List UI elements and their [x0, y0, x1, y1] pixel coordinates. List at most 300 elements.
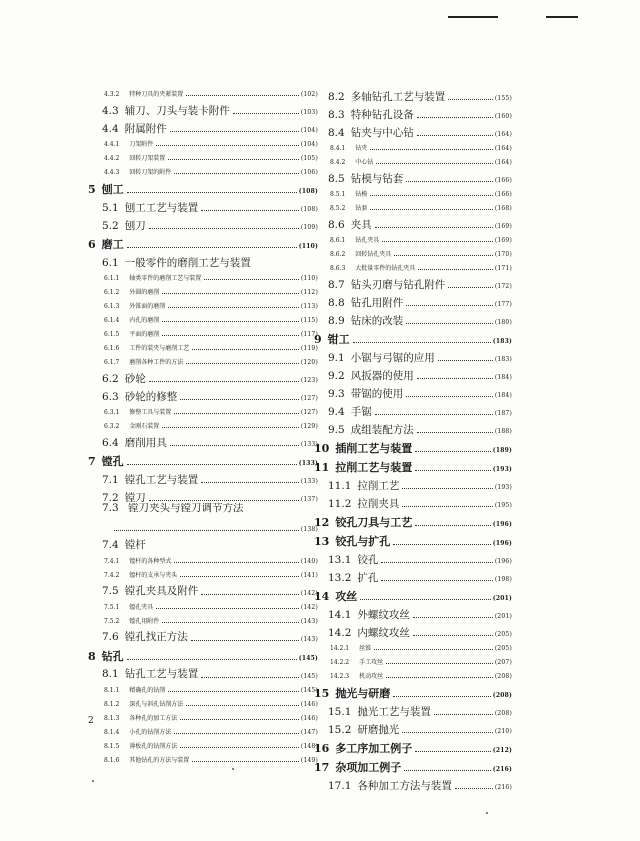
toc-entry	[312, 272, 512, 290]
entry-page: (106)	[300, 169, 318, 176]
entry-number: 6.1.5	[104, 331, 120, 338]
entry-number: 8.8	[328, 296, 345, 308]
toc-left-column	[86, 84, 318, 764]
entry-page: (188)	[494, 428, 512, 435]
entry-page: (129)	[300, 423, 318, 430]
entry-page: (109)	[300, 224, 318, 231]
dot-leader	[180, 718, 299, 720]
entry-title: 金刚石装置	[129, 423, 160, 430]
entry-title: 薄板孔的钻削方法	[129, 742, 178, 750]
dot-leader	[162, 621, 299, 623]
entry-page: (196)	[494, 558, 512, 565]
dot-leader	[417, 431, 493, 433]
entry-number: 14.2	[328, 626, 352, 638]
entry-number: 6.3.1	[104, 409, 120, 416]
entry-title: 镗孔找正方法	[124, 631, 188, 643]
entry-page: (183)	[494, 356, 512, 363]
entry-number: 10	[314, 442, 330, 454]
entry-number: 7.2	[102, 491, 119, 503]
entry-number: 8.1.3	[104, 714, 120, 722]
entry-page: (201)	[494, 613, 512, 620]
entry-number: 11.1	[328, 479, 352, 491]
dot-leader	[127, 463, 297, 465]
entry-number: 6	[88, 238, 96, 250]
entry-number: 7.4	[102, 539, 119, 551]
toc-entry	[312, 198, 512, 212]
entry-title: 手工攻丝	[359, 659, 384, 666]
entry-number: 7	[88, 455, 96, 467]
dot-leader	[149, 227, 299, 229]
entry-page: (166)	[494, 177, 512, 184]
toc-entry	[86, 231, 318, 250]
toc-entry	[312, 680, 512, 699]
entry-title: 深孔与斜孔钻削方法	[129, 700, 184, 708]
entry-title: 磨削用具	[124, 436, 167, 448]
dot-leader	[168, 306, 299, 308]
entry-page: (171)	[494, 265, 512, 272]
entry-title: 带锯的使用	[350, 387, 404, 399]
toc-entry	[312, 699, 512, 717]
toc-entry	[86, 195, 318, 213]
entry-title: 镗孔工艺与装置	[124, 473, 199, 485]
entry-number: 4.4	[102, 122, 119, 134]
toc-entry	[312, 244, 512, 258]
dot-leader	[393, 695, 490, 697]
entry-title: 杂项加工例子	[335, 761, 402, 773]
entry-page: (216)	[492, 766, 512, 773]
entry-title: 插削工艺与装置	[335, 442, 413, 454]
scan-speck	[486, 812, 488, 814]
entry-page: (127)	[300, 409, 318, 416]
entry-page: (142)	[300, 589, 318, 597]
entry-number: 5.2	[102, 219, 119, 231]
entry-number: 6.1.3	[104, 303, 120, 310]
toc-entry	[312, 638, 512, 652]
toc-entry	[86, 694, 318, 708]
entry-page: (205)	[494, 631, 512, 638]
dot-leader	[192, 760, 299, 762]
toc-entry	[86, 324, 318, 338]
entry-number: 9	[314, 333, 322, 345]
entry-title: 回转钻孔夹具	[355, 251, 392, 258]
entry-page: (166)	[494, 191, 512, 198]
entry-number: 8.5.1	[330, 191, 346, 198]
entry-page: (142)	[300, 603, 318, 611]
entry-page: (145)	[298, 654, 318, 662]
entry-page: (180)	[494, 319, 512, 326]
toc-entry	[312, 547, 512, 565]
entry-number: 13.2	[328, 571, 352, 583]
entry-number: 14.1	[328, 608, 352, 620]
toc-entry	[312, 717, 512, 735]
entry-number: 4.4.2	[104, 155, 120, 162]
entry-number: 14	[314, 590, 330, 602]
dot-leader	[415, 750, 490, 752]
toc-entry	[86, 611, 318, 625]
entry-page: (141)	[300, 571, 318, 579]
entry-title: 镗孔夹具	[129, 603, 154, 611]
entry-page: (108)	[298, 188, 318, 195]
entry-title: 钻模与钻套	[350, 172, 404, 184]
entry-page: (164)	[494, 145, 512, 152]
entry-title: 抛光与研磨	[335, 687, 391, 699]
dot-leader	[186, 94, 299, 96]
entry-page: (184)	[494, 392, 512, 399]
entry-title: 铰孔与扩孔	[335, 535, 391, 547]
dot-leader	[149, 380, 299, 382]
toc-entry	[86, 250, 318, 268]
toc-entry	[86, 565, 318, 579]
entry-page: (119)	[300, 345, 318, 352]
entry-number: 12	[314, 516, 330, 528]
dot-leader	[233, 112, 299, 114]
entry-page: (187)	[494, 410, 512, 417]
entry-page: (216)	[494, 784, 512, 791]
toc-entry	[312, 258, 512, 272]
entry-title: 刨工	[101, 183, 124, 195]
entry-page: (133)	[300, 441, 318, 448]
entry-number: 4.3	[102, 104, 119, 116]
entry-title: 机动攻丝	[359, 673, 384, 680]
entry-number: 8.1.6	[104, 756, 120, 764]
entry-title: 内螺纹攻丝	[357, 626, 410, 638]
header-rule-right	[546, 16, 578, 18]
entry-number: 6.1.1	[104, 275, 120, 282]
entry-number: 8.6	[328, 218, 345, 230]
entry-page: (196)	[492, 521, 512, 528]
dot-leader	[186, 362, 299, 364]
entry-title: 刨刀	[124, 219, 146, 231]
entry-title: 钻夹	[355, 145, 368, 152]
toc-entry	[312, 138, 512, 152]
entry-number: 9.5	[328, 423, 345, 435]
entry-title: 钻孔工艺与装置	[124, 668, 199, 680]
toc-entry	[312, 666, 512, 680]
toc-entry	[86, 643, 318, 662]
entry-page: (177)	[494, 301, 512, 308]
toc-entry	[86, 722, 318, 736]
entry-page: (127)	[300, 395, 318, 402]
dot-leader	[180, 575, 299, 577]
dot-leader	[170, 130, 299, 132]
dot-leader	[406, 395, 493, 397]
dot-leader	[406, 322, 493, 324]
entry-number: 9.2	[328, 369, 345, 381]
entry-number: 7.5	[102, 585, 119, 597]
dot-leader	[438, 359, 493, 361]
entry-title: 钻孔夹具	[355, 237, 380, 244]
entry-number: 8.3	[328, 108, 345, 120]
entry-title: 刨工工艺与装置	[124, 201, 199, 213]
toc-entry	[312, 308, 512, 326]
toc-entry	[86, 384, 318, 402]
entry-title: 拉削工艺与装置	[335, 461, 413, 473]
entry-page: (208)	[494, 673, 512, 680]
entry-page: (140)	[300, 557, 318, 565]
toc-entry	[86, 213, 318, 231]
entry-title: 丝锥	[359, 645, 372, 652]
entry-page: (143)	[300, 617, 318, 625]
entry-number: 4.3.2	[104, 91, 120, 98]
toc-entry	[86, 134, 318, 148]
entry-number: 5.1	[102, 201, 119, 213]
entry-page: (195)	[494, 502, 512, 509]
toc-entry	[86, 662, 318, 680]
entry-title: 外锥面的磨削	[129, 303, 166, 310]
dot-leader	[174, 732, 299, 734]
dot-leader	[417, 134, 493, 136]
entry-title: 镗杆	[124, 539, 146, 551]
entry-page: (123)	[300, 377, 318, 384]
dot-leader	[448, 286, 493, 288]
dot-leader	[417, 377, 493, 379]
entry-title: 铰孔刀具与工艺	[335, 516, 413, 528]
entry-number: 6.1.2	[104, 289, 120, 296]
dot-leader	[417, 116, 493, 118]
entry-number: 8.4.1	[330, 145, 346, 152]
entry-page: (189)	[492, 447, 512, 454]
toc-entry	[86, 448, 318, 467]
toc-entry	[312, 326, 512, 345]
entry-page: (198)	[494, 576, 512, 583]
entry-title: 扩孔	[357, 571, 379, 583]
toc-entry	[86, 176, 318, 195]
header-rule-left	[448, 16, 498, 18]
entry-title: 中心钻	[355, 159, 374, 166]
entry-page: (208)	[494, 710, 512, 717]
entry-page: (110)	[300, 275, 318, 282]
entry-title: 多轴钻孔工艺与装置	[350, 90, 446, 102]
entry-title: 磨工	[101, 238, 124, 250]
entry-number: 8.2	[328, 90, 345, 102]
entry-title: 各种加工方法与装置	[357, 779, 452, 791]
entry-number: 6.4	[102, 436, 119, 448]
entry-title: 镗孔	[101, 455, 124, 467]
toc-entry	[86, 98, 318, 116]
entry-page: (108)	[300, 206, 318, 213]
dot-leader	[114, 529, 299, 531]
entry-page: (105)	[300, 155, 318, 162]
entry-title: 小孔的钻削方法	[129, 728, 172, 736]
entry-title: 钻头刃磨与钻孔附件	[350, 278, 446, 290]
entry-title: 镗杆的各种型式	[129, 557, 172, 565]
dot-leader	[127, 191, 297, 193]
dot-leader	[434, 713, 493, 715]
entry-page: (133)	[298, 460, 318, 467]
entry-number: 15	[314, 687, 330, 699]
toc-entry	[86, 84, 318, 98]
entry-title: 成组装配方法	[350, 423, 414, 435]
toc-entry	[86, 750, 318, 764]
entry-title: 精确孔的钻削	[129, 686, 166, 694]
entry-number: 8.6.2	[330, 251, 346, 258]
entry-title: 拉削工艺	[357, 479, 400, 491]
toc-entry	[86, 430, 318, 448]
toc-entry	[312, 509, 512, 528]
dot-leader	[370, 148, 493, 150]
toc-entry	[312, 528, 512, 547]
entry-number: 8.5.2	[330, 205, 346, 212]
entry-title: 研磨抛光	[357, 723, 400, 735]
dot-leader	[370, 208, 493, 210]
entry-page: (155)	[494, 95, 512, 102]
entry-number: 14.2.2	[330, 659, 350, 666]
dot-leader	[174, 412, 299, 414]
dot-leader	[394, 254, 493, 256]
toc-entry	[312, 417, 512, 435]
dot-leader	[381, 561, 492, 563]
toc-entry	[312, 230, 512, 244]
entry-title: 镗刀	[124, 491, 146, 503]
toc-entry	[312, 84, 512, 102]
entry-number: 6.1.7	[104, 359, 120, 366]
entry-title: 特种刀具的夹紧装置	[129, 91, 184, 98]
entry-page: (145)	[300, 686, 318, 694]
dot-leader	[455, 787, 493, 789]
toc-entry	[312, 399, 512, 417]
dot-leader	[353, 341, 491, 343]
dot-leader	[192, 348, 299, 350]
entry-page: (104)	[300, 127, 318, 134]
entry-title: 抛光工艺与装置	[357, 705, 431, 717]
entry-title: 工件的装夹与磨削工艺	[129, 345, 190, 352]
dot-leader	[180, 398, 299, 400]
entry-number: 7.6	[102, 631, 119, 643]
entry-number: 14.2.3	[330, 673, 350, 680]
dot-leader	[386, 676, 493, 678]
entry-page: (110)	[298, 243, 318, 250]
entry-page: (146)	[300, 714, 318, 722]
entry-page: (149)	[300, 756, 318, 764]
dot-leader	[201, 593, 299, 595]
entry-page: (164)	[494, 159, 512, 166]
entry-number: 4.4.1	[104, 141, 120, 148]
entry-title: 镗孔夹具及附件	[124, 585, 199, 597]
toc-entry	[86, 485, 318, 503]
toc-entry	[86, 116, 318, 134]
entry-number: 9.3	[328, 387, 345, 399]
toc-entry	[86, 597, 318, 611]
entry-page: (168)	[494, 205, 512, 212]
entry-title: 小锯与弓锯的应用	[350, 351, 435, 363]
entry-page: (133)	[300, 478, 318, 485]
dot-leader	[168, 690, 299, 692]
dot-leader	[406, 304, 493, 306]
entry-page: (137)	[300, 496, 318, 503]
toc-entry	[312, 602, 512, 620]
entry-number: 13	[314, 535, 330, 547]
toc-entry	[86, 736, 318, 750]
dot-leader	[180, 746, 299, 748]
dot-leader	[413, 634, 493, 636]
entry-number: 6.1.6	[104, 345, 120, 352]
dot-leader	[413, 616, 493, 618]
entry-page: (205)	[494, 645, 512, 652]
dot-leader	[127, 658, 297, 660]
toc-entry	[86, 366, 318, 384]
entry-number: 8.9	[328, 314, 345, 326]
entry-title: 砂轮	[124, 372, 146, 384]
dot-leader	[375, 413, 493, 415]
entry-title: 大批量零件的钻孔夹具	[355, 265, 416, 272]
entry-number: 8.6.3	[330, 265, 346, 272]
toc-entry	[312, 212, 512, 230]
scan-speck	[232, 768, 234, 770]
toc-entry	[312, 773, 512, 791]
entry-number: 8.4	[328, 126, 345, 138]
toc-entry	[312, 473, 512, 491]
entry-page: (160)	[494, 113, 512, 120]
entry-title: 钻模	[355, 191, 368, 198]
toc-entry	[86, 338, 318, 352]
entry-number: 8.4.2	[330, 159, 346, 166]
dot-leader	[375, 226, 493, 228]
entry-page: (212)	[492, 747, 512, 754]
entry-number: 8.1.1	[104, 686, 120, 694]
entry-number: 11	[314, 461, 330, 473]
toc-entry	[312, 102, 512, 120]
dot-leader	[201, 209, 299, 211]
entry-page: (115)	[300, 317, 318, 324]
entry-title: 平面的磨削	[129, 331, 160, 338]
entry-page: (146)	[300, 700, 318, 708]
dot-leader	[149, 499, 299, 501]
dot-leader	[162, 292, 299, 294]
entry-number: 9.1	[328, 351, 345, 363]
dot-leader	[448, 98, 493, 100]
toc-entry	[86, 402, 318, 416]
dot-leader	[174, 172, 299, 174]
toc-entry	[86, 310, 318, 324]
entry-page: (207)	[494, 659, 512, 666]
toc-entry	[86, 296, 318, 310]
entry-page: (103)	[300, 109, 318, 116]
dot-leader	[404, 769, 490, 771]
dot-leader	[186, 704, 299, 706]
toc-entry	[86, 533, 318, 551]
dot-leader	[201, 481, 299, 483]
entry-title: 拉削夹具	[357, 497, 400, 509]
toc-entry	[312, 120, 512, 138]
entry-number: 6.1.4	[104, 317, 120, 324]
entry-title: 特种钻孔设备	[350, 108, 414, 120]
entry-title: 回转刀架的附件	[129, 169, 172, 176]
dot-leader	[360, 598, 490, 600]
entry-number: 7.3	[102, 503, 119, 514]
entry-title: 镗杆的支承与夹头	[129, 571, 178, 579]
toc-entry	[86, 162, 318, 176]
entry-page: (183)	[492, 338, 512, 345]
entry-title: 刀架附件	[129, 141, 154, 148]
toc-entry	[86, 416, 318, 430]
dot-leader	[174, 561, 299, 563]
entry-page: (120)	[300, 359, 318, 366]
entry-page: (170)	[494, 251, 512, 258]
entry-page: (102)	[300, 91, 318, 98]
entry-page: (148)	[300, 742, 318, 750]
entry-title: 铰孔	[357, 553, 379, 565]
dot-leader	[386, 662, 493, 664]
toc-entry	[312, 652, 512, 666]
toc-entry	[86, 551, 318, 565]
entry-title: 钳工	[327, 333, 350, 345]
entry-title: 攻丝	[335, 590, 358, 602]
entry-title: 附属附件	[124, 122, 167, 134]
toc-right-column	[312, 84, 512, 791]
dot-leader	[162, 320, 299, 322]
dot-leader	[382, 240, 493, 242]
entry-page: (143)	[300, 635, 318, 643]
